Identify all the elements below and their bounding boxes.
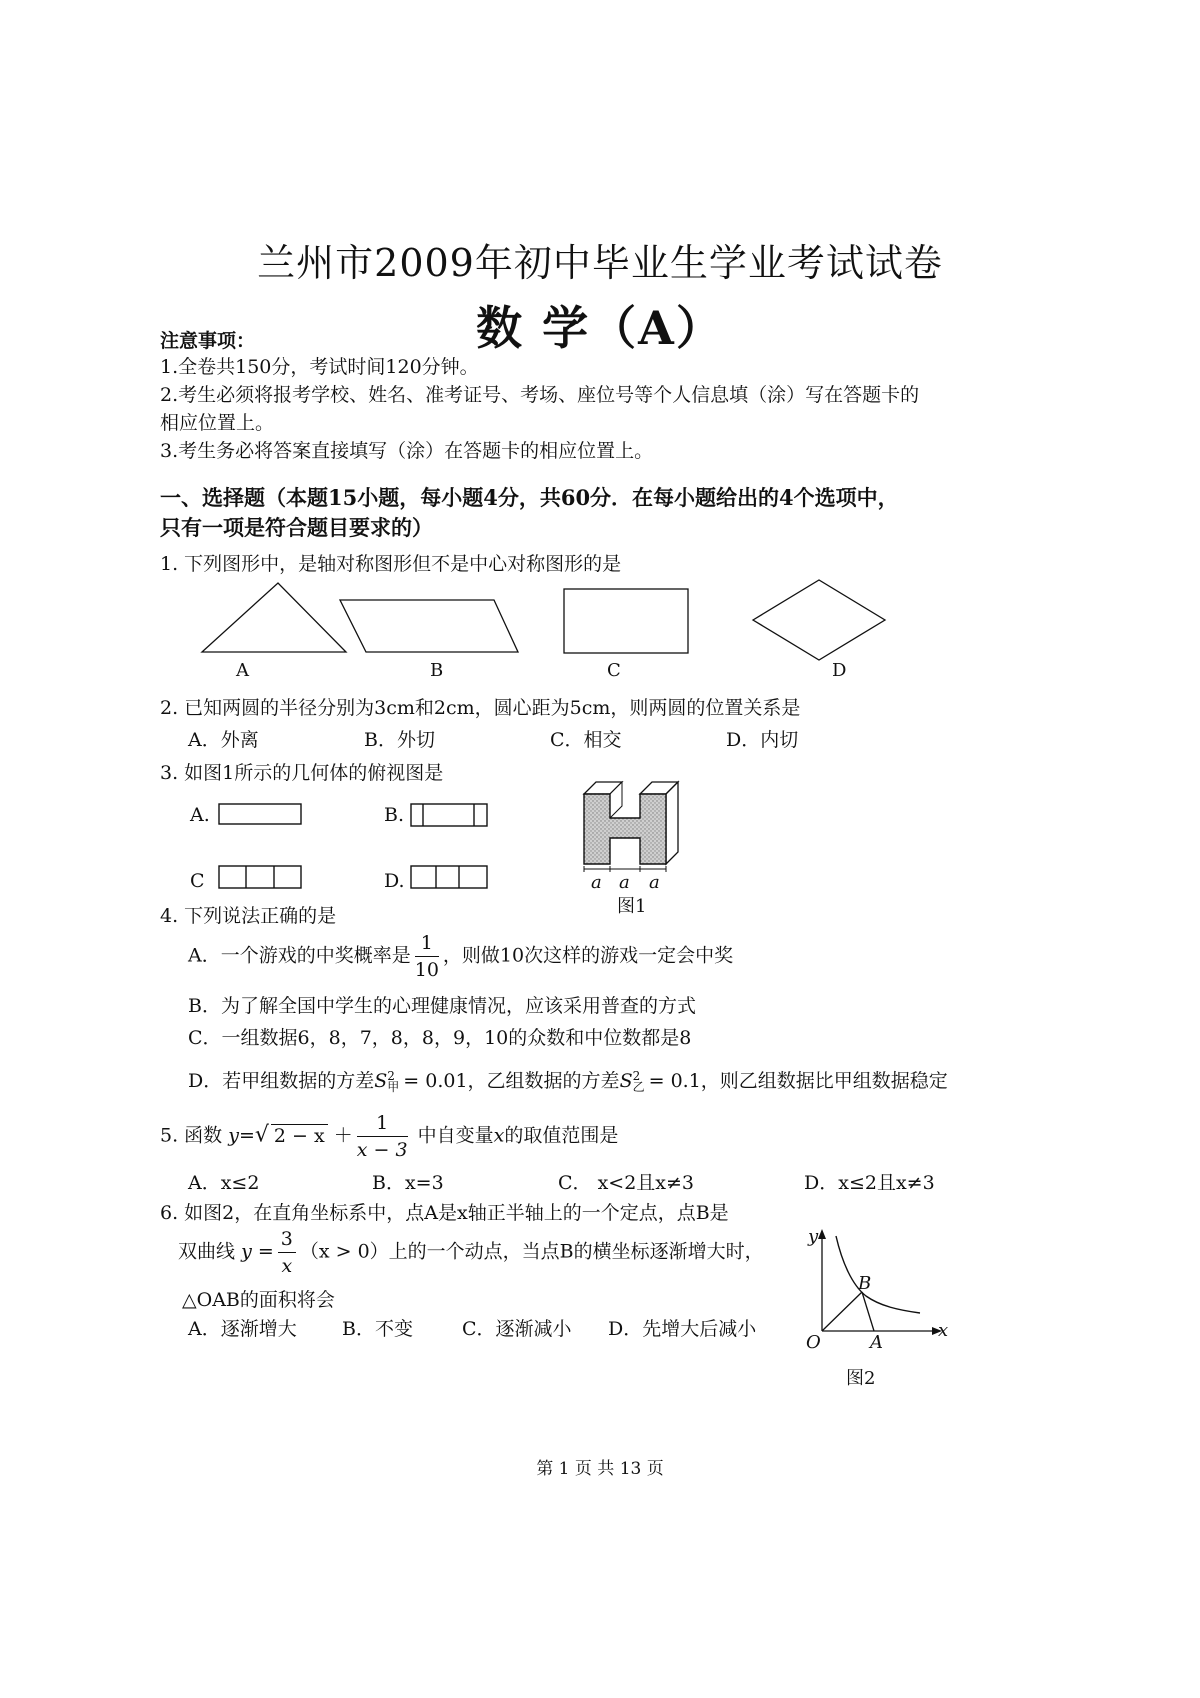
- q5-radicand: 2 − x: [271, 1124, 328, 1147]
- q2-option-b: B．外切: [364, 729, 435, 751]
- variance-value-1: = 0.01: [403, 1070, 468, 1092]
- fraction-denominator: x − 3: [356, 1139, 408, 1161]
- fraction-numerator: 1: [415, 930, 439, 957]
- variance-symbol-2: S: [619, 1070, 633, 1092]
- q1-stem: 1. 下列图形中，是轴对称图形但不是中心对称图形的是: [160, 553, 622, 575]
- graph-label-b: B: [858, 1273, 872, 1294]
- q5-option-c: C． x<2且x≠3: [558, 1172, 695, 1194]
- q3-dim-a3: a: [649, 872, 660, 893]
- q1-label-c: C: [607, 660, 621, 681]
- q3-dim-a1: a: [591, 872, 602, 893]
- q4-option-a-pre: A．一个游戏的中奖概率是: [188, 944, 411, 967]
- fraction-denominator: x: [281, 1255, 293, 1277]
- q5-plus: ＋: [333, 1124, 353, 1147]
- q2-option-a: A．外离: [188, 729, 259, 751]
- q3-figure-caption: 图1: [617, 896, 647, 917]
- q1-label-d: D: [832, 660, 847, 681]
- q2-option-c: C．相交: [550, 729, 622, 751]
- notice-item-1: 1.全卷共150分，考试时间120分钟。: [160, 356, 479, 378]
- q4-option-c: C．一组数据6，8，7，8，8，9，10的众数和中位数都是8: [188, 1027, 692, 1049]
- variance-symbol-1: S: [374, 1070, 388, 1092]
- sqrt-sign: √: [254, 1122, 269, 1148]
- notice-heading: 注意事项：: [160, 330, 256, 352]
- q6-option-b: B．不变: [342, 1318, 413, 1340]
- variance-sup-1: 2: [387, 1069, 395, 1083]
- q1-label-a: A: [236, 660, 249, 681]
- q3-option-c-label: C: [190, 870, 205, 892]
- q6-func-y: y =: [241, 1240, 274, 1263]
- q2-stem: 2. 已知两圆的半径分别为3cm和2cm，圆心距为5cm，则两圆的位置关系是: [160, 697, 801, 719]
- segment-OB: [822, 1292, 862, 1331]
- q3-dim-a2: a: [619, 872, 630, 893]
- q6-line2-post: （x > 0）上的一个动点，当点B的横坐标逐渐增大时，: [299, 1240, 764, 1263]
- q4-option-b: B．为了解全国中学生的心理健康情况，应该采用普查的方式: [188, 995, 696, 1017]
- q3-stem: 3. 如图1所示的几何体的俯视图是: [160, 762, 444, 784]
- subject-title: 数 学（A）: [476, 301, 724, 355]
- q5-equals: =: [238, 1124, 255, 1147]
- notice-item-2: 2.考生必须将报考学校、姓名、准考证号、考场、座位号等个人信息填（涂）写在答题卡的: [160, 384, 920, 406]
- q5-option-b: B．x=3: [372, 1172, 444, 1194]
- q5-var-y: y: [228, 1124, 239, 1147]
- variance-value-2: = 0.1: [648, 1070, 701, 1092]
- variance-sub-2: 乙: [632, 1080, 645, 1094]
- q4-option-d-pre: D．若甲组数据的方差: [188, 1070, 375, 1092]
- q4-option-d-post: ，则乙组数据比甲组数据稳定: [700, 1070, 948, 1092]
- q5-var-x: x: [493, 1124, 505, 1147]
- graph-label-x: x: [938, 1320, 949, 1341]
- q6-option-c: C．逐渐减小: [462, 1318, 572, 1340]
- exam-title: 兰州市2009年初中毕业生学业考试试卷: [257, 241, 943, 285]
- variance-sup-2: 2: [632, 1069, 641, 1083]
- q3-option-b-label: B.: [384, 804, 405, 826]
- q6-figure-caption: 图2: [846, 1368, 876, 1389]
- q6-line2-pre: 双曲线: [178, 1240, 236, 1263]
- q5-option-d: D．x≤2且x≠3: [804, 1172, 935, 1194]
- q2-option-d: D．内切: [726, 729, 799, 751]
- fraction-denominator: 10: [414, 959, 439, 981]
- q3-option-d-label: D.: [384, 870, 405, 892]
- q5-stem-pre: 5. 函数: [160, 1124, 223, 1147]
- q5-stem-end: 的取值范围是: [504, 1124, 619, 1147]
- q5-stem-post: 中自变量: [417, 1124, 494, 1147]
- q1-label-b: B: [430, 660, 444, 681]
- q4-option-a-post: ，则做10次这样的游戏一定会中奖: [442, 944, 734, 967]
- variance-sub-1: 甲: [387, 1080, 400, 1094]
- graph-label-o: O: [806, 1332, 821, 1353]
- notice-item-3: 3.考生务必将答案直接填写（涂）在答题卡的相应位置上。: [160, 440, 654, 462]
- q4-stem: 4. 下列说法正确的是: [160, 905, 337, 927]
- q6-option-a: A．逐渐增大: [188, 1318, 297, 1340]
- notice-item-2-cont: 相应位置上。: [160, 412, 275, 434]
- section-heading-line1: 一、选择题（本题15小题，每小题4分，共60分．在每小题给出的4个选项中，: [160, 485, 899, 510]
- graph-label-y: y: [808, 1226, 819, 1247]
- q6-line3: △OAB的面积将会: [182, 1289, 335, 1311]
- q5-option-a: A．x≤2: [188, 1172, 260, 1194]
- q6-option-d: D．先增大后减小: [608, 1318, 757, 1340]
- q3-option-a-label: A.: [190, 804, 210, 826]
- q4-option-d-mid: ，乙组数据的方差: [467, 1070, 620, 1092]
- page-footer: 第 1 页 共 13 页: [536, 1459, 664, 1479]
- section-heading-line2: 只有一项是符合题目要求的）: [160, 515, 433, 540]
- fraction-numerator: 3: [278, 1226, 296, 1253]
- graph-label-a: A: [870, 1332, 883, 1353]
- q6-line1: 6. 如图2，在直角坐标系中，点A是x轴正半轴上的一个定点，点B是: [160, 1202, 729, 1224]
- fraction-numerator: 1: [357, 1110, 408, 1137]
- hyperbola-curve: [836, 1236, 920, 1313]
